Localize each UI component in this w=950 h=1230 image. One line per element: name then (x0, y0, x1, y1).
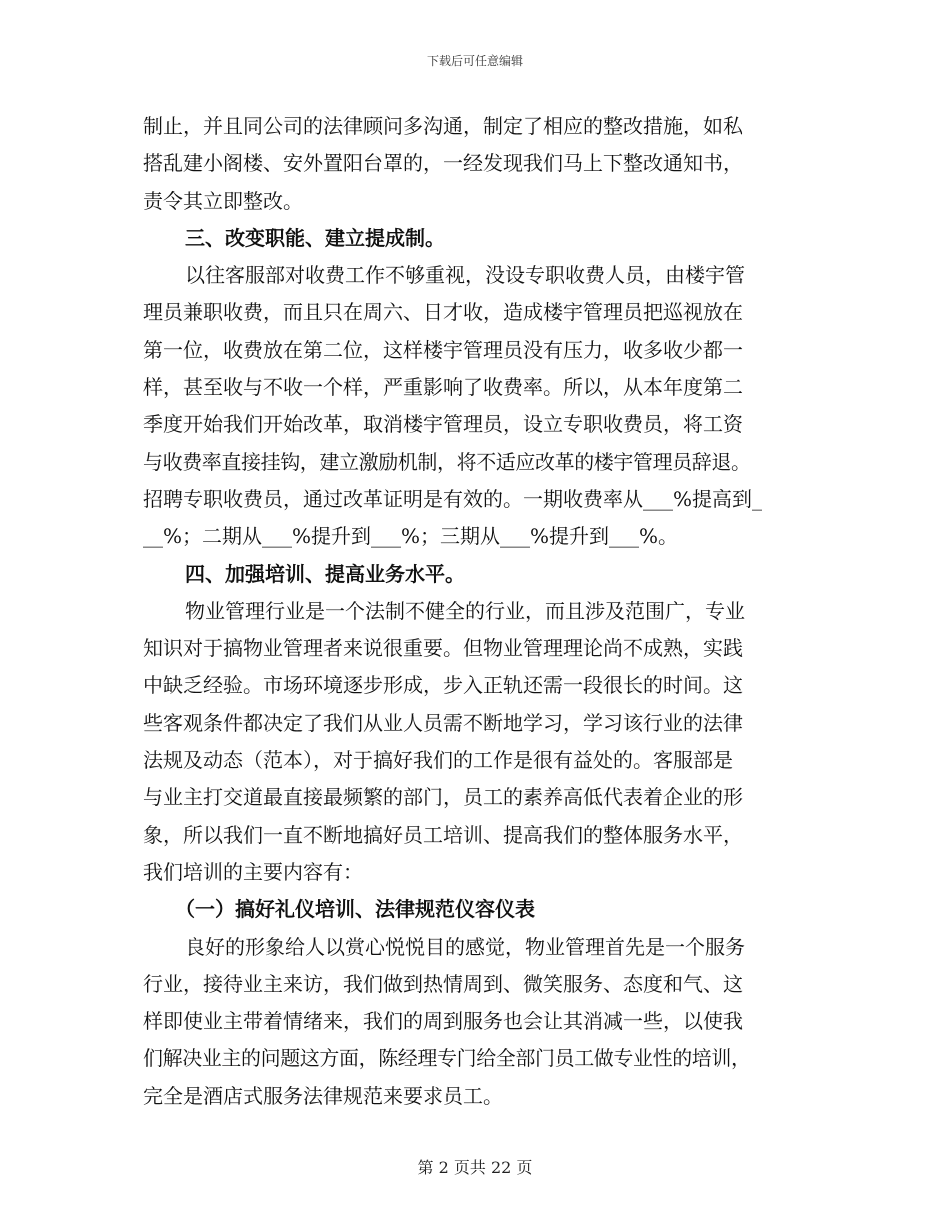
text-line: 理员兼职收费，而且只在周六、日才收，造成楼宇管理员把巡视放在 (143, 300, 743, 325)
text-line: 行业，接待业主来访，我们做到热情周到、微笑服务、态度和气、这 (143, 971, 743, 996)
text-line: 些客观条件都决定了我们从业人员需不断地学习，学习该行业的法律 (143, 710, 743, 735)
text-line: 样即使业主带着情绪来，我们的周到服务也会让其消减一些，以使我 (143, 1009, 743, 1034)
section-heading: 三、改变职能、建立提成制。 (185, 225, 445, 250)
subsection-heading: （一）搞好礼仪培训、法律规范仪容仪表 (175, 897, 535, 922)
text-line: 搭乱建小阁楼、安外置阳台罩的，一经发现我们马上下整改通知书， (143, 151, 743, 176)
section-heading: 四、加强培训、提高业务水平。 (185, 561, 465, 586)
text-line: 法规及动态（范本），对于搞好我们的工作是很有益处的。客服部是 (143, 748, 733, 773)
page-header-note: 下载后可任意编辑 (426, 54, 523, 68)
text-line: 季度开始我们开始改革，取消楼宇管理员，设立专职收费员，将工资 (143, 412, 743, 437)
text-line: 与业主打交道最直接最频繁的部门，员工的素养高低代表着企业的形 (143, 785, 743, 810)
text-line: __%；二期从___%提升到___%；三期从___%提升到___%。 (143, 524, 679, 549)
text-line: 我们培训的主要内容有： (143, 859, 363, 884)
document-body (143, 108, 811, 1115)
text-line: 知识对于搞物业管理者来说很重要。但物业管理理论尚不成熟，实践 (143, 636, 743, 661)
paragraph-first-line: 以往客服部对收费工作不够重视，没设专职收费人员，由楼宇管 (185, 263, 745, 288)
text-line: 制止，并且同公司的法律顾问多沟通，制定了相应的整改措施，如私 (143, 114, 743, 138)
text-line: 招聘专职收费员，通过改革证明是有效的。一期收费率从___%提高到_ (143, 486, 763, 511)
text-line: 责令其立即整改。 (143, 188, 303, 213)
text-line: 样，甚至收与不收一个样，严重影响了收费率。所以，从本年度第二 (143, 375, 743, 400)
text-line: 完全是酒店式服务法律规范来要求员工。 (143, 1083, 503, 1108)
text-line: 象，所以我们一直不断地搞好员工培训、提高我们的整体服务水平， (143, 822, 743, 847)
text-line: 第一位，收费放在第二位，这样楼宇管理员没有压力，收多收少都一 (143, 337, 743, 362)
text-line: 与收费率直接挂钩，建立激励机制，将不适应改革的楼宇管理员辞退。 (143, 449, 751, 474)
text-line: 们解决业主的问题这方面，陈经理专门给全部门员工做专业性的培训， (143, 1046, 751, 1071)
paragraph-first-line: 良好的形象给人以赏心悦悦目的感觉，物业管理首先是一个服务 (185, 934, 745, 959)
page-number: 第 2 页共 22 页 (417, 1158, 533, 1177)
text-line: 中缺乏经验。市场环境逐步形成，步入正轨还需一段很长的时间。这 (143, 673, 743, 698)
paragraph-first-line: 物业管理行业是一个法制不健全的行业，而且涉及范围广，专业 (185, 598, 745, 623)
